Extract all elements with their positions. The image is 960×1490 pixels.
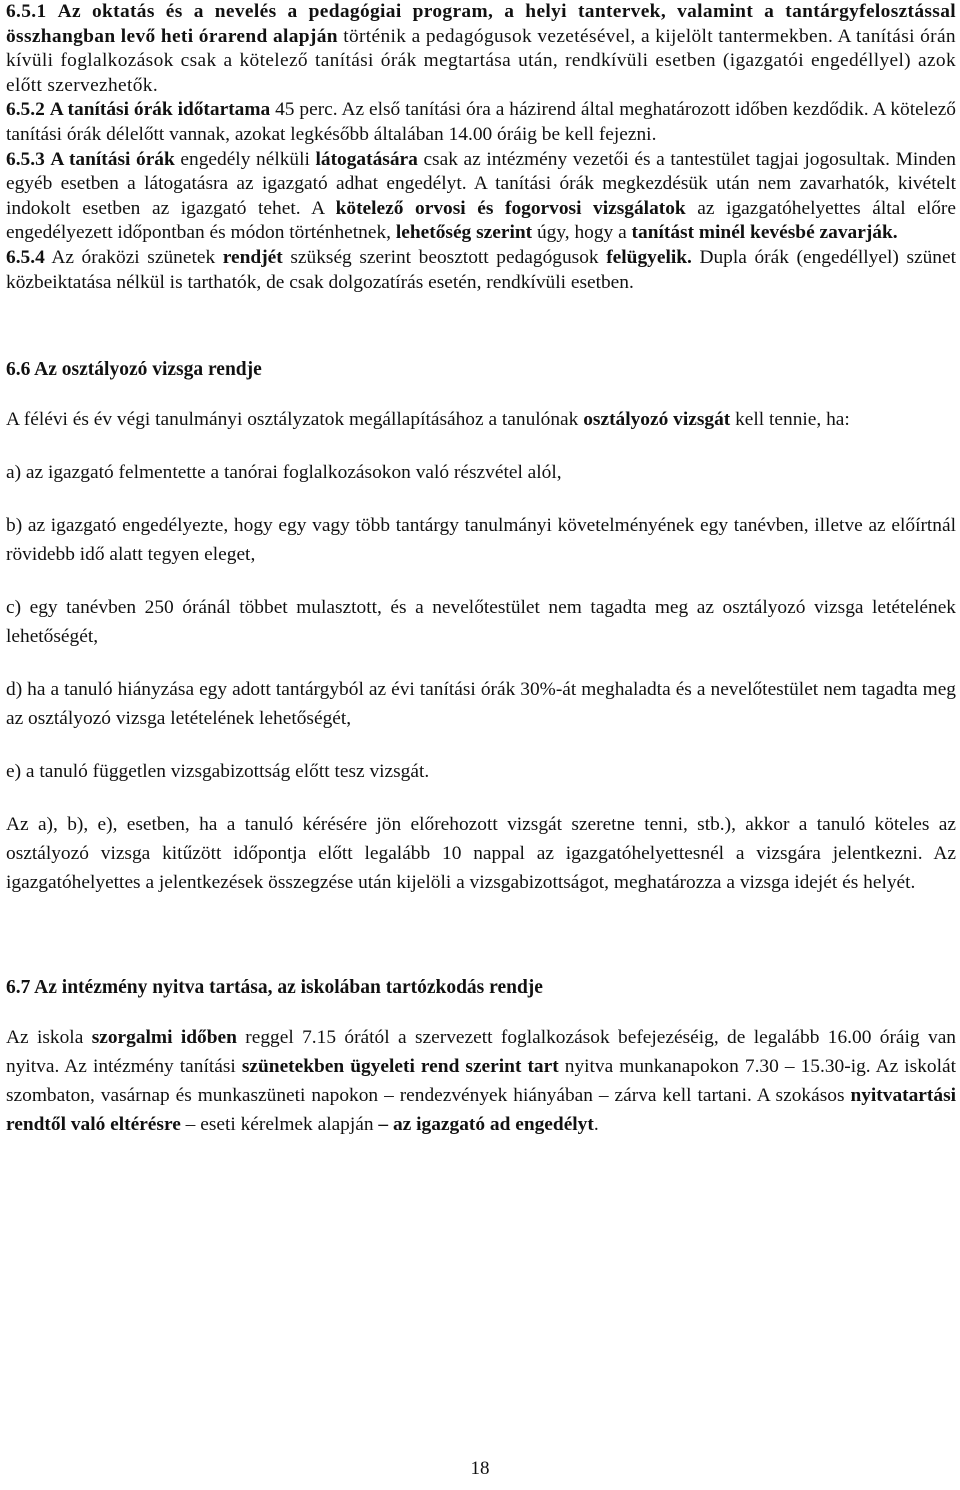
section-heading-6-6: 6.6 Az osztályozó vizsga rendje [6,359,262,381]
bold-text: szünetekben ügyeleti rend szerint tart [241,1056,559,1078]
paragraph-6-7 [6,1023,956,1139]
document-page [6,0,956,1139]
paragraph-6-5-4 [6,246,956,295]
body-text: 45 perc. Az első tanítási óra a házirend által meghatározott időben kezdődik. A kötelező tanítási órák délelőtt vannak, azokat legkésőbb általában 14.00 óráig be kell fejezni. [6,99,956,145]
bold-text: Az oktatás és a nevelés a pedagógiai program, a helyi tantervek, valamint a tantárgyfelosztással összhangban levő heti órarend alapján [6,1,956,47]
bold-text: A tanítási órák [50,148,175,170]
bold-text: osztályozó vizsgát [583,409,731,431]
bold-text: rendjét [222,246,283,268]
bold-text: felügyelik. [606,246,692,268]
body-text: az igazgatóhelyettes által előre engedélyezett időpontban és módon történhetnek, [6,197,956,244]
section-number: 6.5.1 [6,1,47,22]
body-text: Dupla órák (engedéllyel) szünet közbeiktatása nélkül is tarthatók, de csak dolgozatírás esetén, rendkívüli esetben. [6,246,956,293]
body-text: reggel 7.15 órától a szervezett foglalkozások befejezéséig, de legalább 16.00 óráig van nyitva. Az intézmény tanítási [6,1027,956,1078]
list-item-b: b) az igazgató engedélyezte, hogy egy vagy több tantárgy tanulmányi követelményének egy tanévben, illetve az előírtnál rövidebb idő alatt tegyen eleget, [6,515,956,566]
paragraph-6-5-2 [6,98,956,147]
body-text: . [593,1114,599,1136]
body-text: csak az intézmény vezetői és a tantestület tagjai jogosultak. Minden egyéb esetben a látogatásra az igazgató adhat engedélyt. A tanítási órák megkezdésük után nem zavarhatók, kivételt indokolt esetben az igazgató tehet. A [6,148,956,219]
body-text: történik a pedagógusok vezetésével, a kijelölt tantermekben. A tanítási órán kívüli foglalkozások csak a kötelező tanítási órák megtartása után, rendkívüli esetben (igazgatói engedéllyel) azok előtt szervezhetők. [6,25,956,96]
bold-text: lehetőség szerint [395,222,533,244]
bold-text: A tanítási órák időtartama [49,99,271,121]
body-text: kell tennie, ha: [730,409,850,431]
body-text: szükség szerint beosztott pedagógusok [282,246,607,268]
bold-text: szorgalmi időben [91,1027,237,1049]
body-text: Az óraközi szünetek [44,246,223,268]
bold-text: nyitvatartási rendtől való eltérésre [6,1085,956,1136]
bold-text: tanítást minél kevésbé zavarják. [631,222,898,244]
paragraph-6-6-intro [6,405,956,434]
bold-text: kötelező orvosi és fogorvosi vizsgálatok [335,197,686,219]
section-number: 6.5.3 [6,148,45,170]
bold-text: – az igazgató ad engedélyt [378,1114,594,1136]
list-item-c: c) egy tanévben 250 óránál többet mulasztott, és a nevelőtestület nem tagadta meg az osztályozó vizsga letételének lehetőségét, [6,597,956,648]
section-number: 6.5.4 [6,246,45,268]
paragraph-6-6-closing: Az a), b), e), esetben, ha a tanuló kérésére jön előrehozott vizsgát szeretne tenni, stb.), akkor a tanuló köteles az osztályozó vizsga kitűzött időpontja előtt legalább 10 nappal az igazgatóhelyettesnél a vizsgára jelentkezni. Az igazgatóhelyettes a jelentkezések összegzése után kijelöli a vizsgabizottságot, meghatározza a vizsga idejét és helyét. [6,814,956,894]
paragraph-6-5-1 [6,0,956,98]
list-item-e: e) a tanuló független vizsgabizottság előtt tesz vizsgát. [6,761,430,783]
paragraph-6-5-3 [6,148,956,246]
page-number: 18 [470,1458,490,1479]
body-text: nyitva munkanapokon 7.30 – 15.30-ig. Az iskolát szombaton, vasárnap és munkaszüneti napokon – rendezvények hiányában – zárva kell tartani. A szokásos [6,1056,956,1107]
section-number: 6.5.2 [6,99,45,121]
list-item-a: a) az igazgató felmentette a tanórai foglalkozásokon való részvétel alól, [6,462,562,484]
body-text: engedély nélküli [174,148,316,170]
body-text: A félévi és év végi tanulmányi osztályzatok megállapításához a tanulónak [6,409,584,431]
bold-text: látogatására [315,148,418,170]
section-heading-6-7: 6.7 Az intézmény nyitva tartása, az iskolában tartózkodás rendje [6,977,543,999]
list-item-d: d) ha a tanuló hiányzása egy adott tantárgyból az évi tanítási órák 30%-át meghaladta és a nevelőtestület nem tagadta meg az osztályozó vizsga letételének lehetőségét, [6,679,956,730]
body-text: – eseti kérelmek alapján [180,1114,379,1136]
body-text: úgy, hogy a [532,222,632,244]
body-text: Az iskola [6,1027,92,1049]
